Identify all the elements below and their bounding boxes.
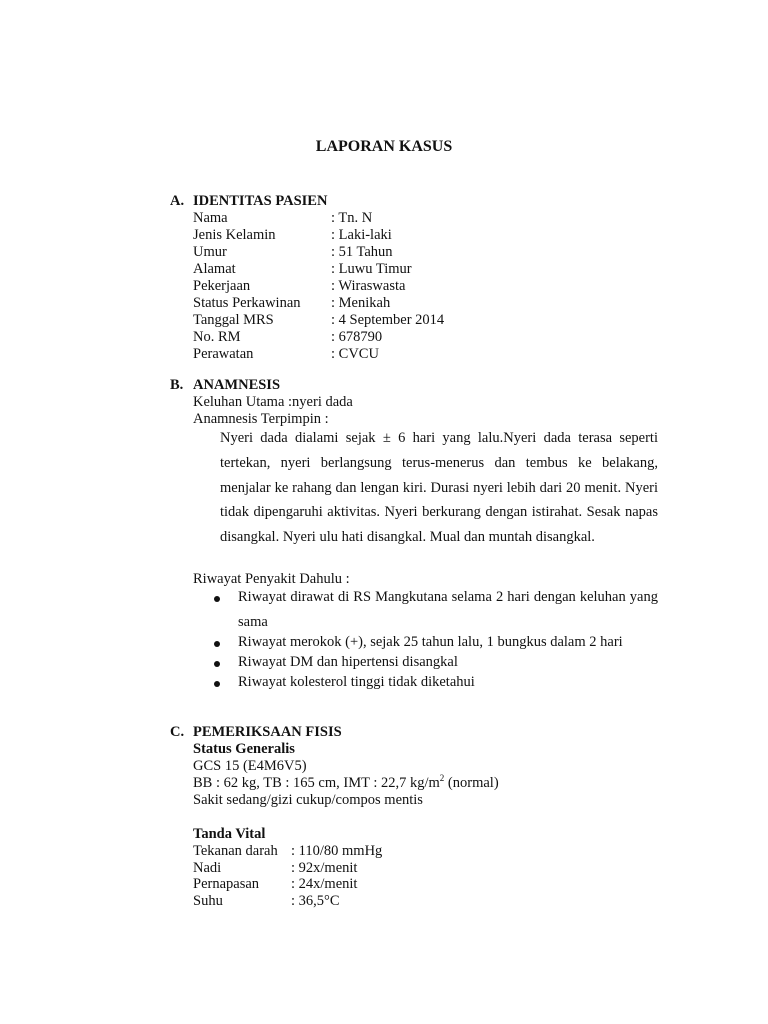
tanda-vital-heading: Tanda Vital (193, 826, 266, 842)
identity-value: : Luwu Timur (331, 261, 412, 277)
bullet-icon (214, 596, 220, 602)
section-letter: B. (170, 377, 184, 393)
identity-value: : Tn. N (331, 210, 373, 226)
identity-value: : CVCU (331, 346, 379, 362)
anamnesis-terpimpin-label: Anamnesis Terpimpin : (193, 411, 329, 427)
vital-value: : 24x/menit (291, 876, 358, 892)
identity-key: Jenis Kelamin (193, 227, 276, 243)
bb-text: BB : 62 kg, TB : 165 cm, IMT : 22,7 kg/m (193, 775, 440, 791)
identity-value: : 4 September 2014 (331, 312, 445, 328)
vital-key: Pernapasan (193, 876, 260, 892)
gcs-line: GCS 15 (E4M6V5) (193, 758, 307, 774)
section-letter: C. (170, 724, 185, 740)
identity-key: Nama (193, 210, 228, 226)
bullet-icon (214, 661, 220, 667)
riwayat-label: Riwayat Penyakit Dahulu : (193, 571, 350, 587)
section-title: PEMERIKSAAN FISIS (193, 724, 342, 740)
section-title: ANAMNESIS (193, 377, 281, 393)
section-letter: A. (170, 193, 185, 209)
identity-key: Perawatan (193, 346, 254, 362)
identity-key: Alamat (193, 261, 236, 277)
section-c-heading (170, 724, 342, 741)
identity-key: Status Perkawinan (193, 295, 301, 311)
section-a-heading (170, 193, 327, 210)
list-item-text: Riwayat kolesterol tinggi tidak diketahui (238, 674, 475, 690)
list-item (214, 634, 658, 652)
bullet-icon (214, 681, 220, 687)
vital-key: Nadi (193, 860, 222, 876)
list-item (214, 674, 658, 692)
identity-key: No. RM (193, 329, 241, 345)
bullet-icon (214, 641, 220, 647)
list-item (214, 654, 658, 672)
bb-tail: (normal) (444, 775, 499, 791)
keluhan-utama: Keluhan Utama :nyeri dada (193, 394, 353, 410)
bb-superscript: 2 (439, 773, 445, 784)
list-item-text: Riwayat dirawat di RS Mangkutana selama 2 hari dengan keluhan yang sama (238, 589, 658, 630)
identity-value: : 51 Tahun (331, 244, 393, 260)
page-title: LAPORAN KASUS (315, 138, 453, 155)
vital-key: Suhu (193, 893, 223, 909)
identity-key: Tanggal MRS (193, 312, 274, 328)
list-item-text: Riwayat DM dan hipertensi disangkal (238, 654, 458, 670)
vital-value: : 92x/menit (291, 860, 358, 876)
kondisi-line: Sakit sedang/gizi cukup/compos mentis (193, 792, 423, 808)
identity-value: : Wiraswasta (331, 278, 406, 294)
status-generalis-heading: Status Generalis (193, 741, 295, 757)
vital-key: Tekanan darah (193, 843, 278, 859)
identity-value: : 678790 (331, 329, 383, 345)
section-b-heading (170, 377, 280, 394)
identity-key: Umur (193, 244, 227, 260)
identity-value: : Menikah (331, 295, 391, 311)
anamnesis-terpimpin-text: Nyeri dada dialami sejak ± 6 hari yang lalu.Nyeri dada terasa seperti tertekan, nyeri berlangsung terus-menerus dan tembus ke belakang, menjalar ke rahang dan lengan kiri. Durasi nyeri lebih dari 20 menit. Nyeri tidak dipengaruhi aktivitas. Nyeri berkurang dengan istirahat. Sesak napas disangkal. Nyeri ulu hati disangkal. Mual dan muntah disangkal. (220, 430, 658, 546)
identity-value: : Laki-laki (331, 227, 392, 243)
vital-value: : 36,5°C (291, 893, 340, 909)
section-title: IDENTITAS PASIEN (193, 193, 328, 209)
identity-key: Pekerjaan (193, 278, 251, 294)
vital-value: : 110/80 mmHg (291, 843, 383, 859)
list-item-text: Riwayat merokok (+), sejak 25 tahun lalu, 1 bungkus dalam 2 hari (238, 634, 623, 650)
list-item (214, 589, 658, 633)
bb-tb-imt-line (193, 775, 499, 792)
